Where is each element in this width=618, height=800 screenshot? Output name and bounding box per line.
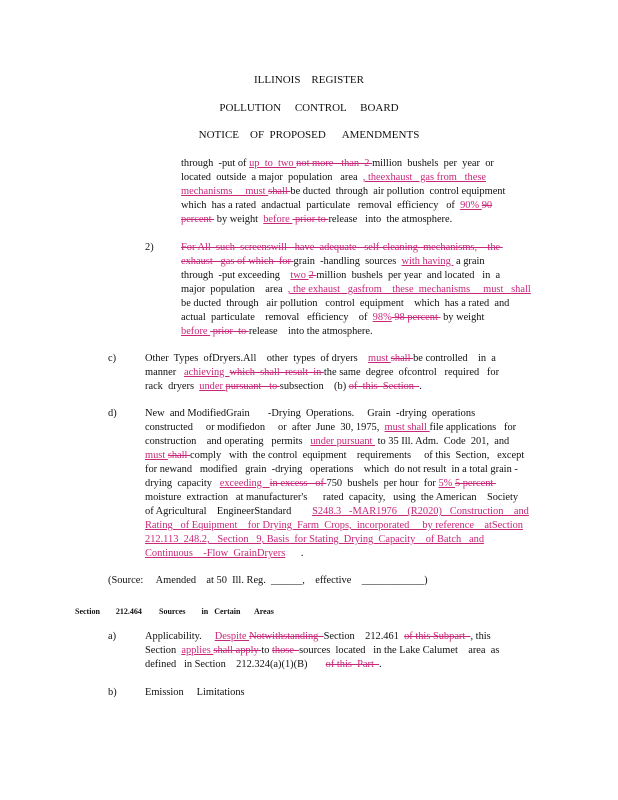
text-run: construction and operating permits xyxy=(145,436,311,447)
text-line xyxy=(145,547,541,561)
text-line xyxy=(181,213,541,227)
text-run: through -put of xyxy=(181,158,250,169)
deleted-text: in excess of xyxy=(269,478,327,489)
inserted-text: 90% xyxy=(460,200,482,211)
inserted-text: achieving xyxy=(183,367,230,378)
inserted-text: up to two xyxy=(249,158,297,169)
section-title: Sources in Certain Areas xyxy=(159,607,274,616)
item-label-c: c) xyxy=(108,353,117,364)
deleted-text: percent xyxy=(181,214,215,225)
text-run: grain -handling sources xyxy=(293,256,402,267)
deleted-text: exhaust gas of which for xyxy=(181,256,294,267)
deleted-text: 98 percent xyxy=(391,312,441,323)
paragraph-item-a xyxy=(145,630,541,672)
text-line xyxy=(145,366,541,380)
inserted-text: exceeding xyxy=(219,478,270,489)
header-register: ILLINOIS REGISTER xyxy=(254,74,364,86)
inserted-text: two xyxy=(290,270,309,281)
text-line xyxy=(145,477,541,491)
text-run: be ducted through air pollution control equipment which has a rated and xyxy=(181,298,510,309)
text-line xyxy=(145,407,541,421)
text-run: . xyxy=(379,659,382,670)
inserted-text: S248.3 -MAR1976 (R2020) Construction and xyxy=(312,506,529,517)
item-label-2: 2) xyxy=(145,242,154,253)
text-run: . xyxy=(419,381,422,392)
text-run: defined in Section 212.324(a)(1)(B) xyxy=(145,659,326,670)
inserted-text: Rating of Equipment for Drying Farm Crops, incorporated by reference atSection xyxy=(145,520,524,531)
text-line xyxy=(145,658,541,672)
deleted-text: of this Part xyxy=(325,659,380,670)
inserted-text: under pursuant xyxy=(310,436,375,447)
text-run: subsection (b) xyxy=(279,381,349,392)
text-run: to 35 Ill. Adm. Code 201, and xyxy=(375,436,510,447)
header-board: POLLUTION CONTROL BOARD xyxy=(219,102,399,114)
text-line xyxy=(145,435,541,449)
deleted-text: of this Section xyxy=(348,381,420,392)
text-line xyxy=(181,199,541,213)
text-run: manner xyxy=(145,367,184,378)
deleted-text: For All such screenswill have adequate self-cleaning mechanisms, the xyxy=(181,242,503,253)
inserted-text: 5% xyxy=(438,478,455,489)
text-run: for newand modified grain -drying operations which do not result in a total grain - xyxy=(145,464,518,475)
text-run: New and ModifiedGrain -Drying Operations. Grain -drying operations xyxy=(145,408,476,419)
deleted-text: of this Subpart xyxy=(404,631,471,642)
deleted-text: shall xyxy=(167,450,191,461)
text-line xyxy=(181,255,541,269)
deleted-text: 5 percent xyxy=(454,478,496,489)
paragraph-item-c xyxy=(145,352,541,394)
text-run: actual particulate removal efficiency of xyxy=(181,312,373,323)
text-run: file applications for xyxy=(429,422,517,433)
text-run: , this xyxy=(470,631,491,642)
inserted-text: mechanisms must xyxy=(181,186,269,197)
text-line xyxy=(181,241,541,255)
text-run: Other Types ofDryers.All other types of dryers xyxy=(145,353,369,364)
inserted-text: , theexhaust gas from these xyxy=(362,172,486,183)
inserted-text: before xyxy=(263,214,293,225)
deleted-text: pursuant to xyxy=(225,381,280,392)
inserted-text: Continuous -Flow GrainDryers xyxy=(145,548,286,559)
deleted-text: 2 xyxy=(308,270,317,281)
text-line xyxy=(181,325,541,339)
inserted-text: must xyxy=(145,450,168,461)
text-run: million bushels per year or xyxy=(372,158,494,169)
text-line xyxy=(145,421,541,435)
text-run: by weight xyxy=(440,312,485,323)
text-run: to xyxy=(261,645,272,656)
inserted-text: must shall xyxy=(384,422,430,433)
inserted-text: with having xyxy=(401,256,454,267)
text-line xyxy=(145,630,541,644)
text-run: through -put exceeding xyxy=(181,270,291,281)
text-run: of Agricultural EngineerStandard xyxy=(145,506,313,517)
text-line xyxy=(145,519,541,533)
inserted-text: 98% xyxy=(372,312,392,323)
text-run: the same degree ofcontrol required for xyxy=(323,367,500,378)
item-label-d: d) xyxy=(108,408,117,419)
emission-limitations-heading: Emission Limitations xyxy=(145,687,245,698)
deleted-text: shall xyxy=(390,353,414,364)
deleted-text: which shall result in xyxy=(229,367,324,378)
text-run: be controlled in a xyxy=(413,353,496,364)
deleted-text: 90 xyxy=(481,200,493,211)
text-run: Section 212.461 xyxy=(323,631,405,642)
paragraph-item-d xyxy=(145,407,541,561)
inserted-text: Despite xyxy=(214,631,250,642)
text-run: release into the atmosphere. xyxy=(248,326,373,337)
deleted-text: those xyxy=(272,645,300,656)
inserted-text: before xyxy=(181,326,211,337)
text-line xyxy=(145,644,541,658)
text-line xyxy=(145,380,541,394)
deleted-text: prior to xyxy=(210,326,249,337)
text-line xyxy=(181,283,541,297)
text-run: . xyxy=(285,548,304,559)
text-run: moisture extraction at manufacturer's rated capacity, using the American Society xyxy=(145,492,519,503)
text-run: major population area xyxy=(181,284,288,295)
text-line xyxy=(181,311,541,325)
item-label-b: b) xyxy=(108,687,117,698)
text-line xyxy=(181,157,541,171)
text-line xyxy=(145,491,541,505)
paragraph-continuation xyxy=(181,157,541,227)
text-line xyxy=(145,352,541,366)
deleted-text: prior to xyxy=(292,214,329,225)
text-run: Section xyxy=(145,645,182,656)
text-run: by weight xyxy=(214,214,264,225)
text-run: drying capacity xyxy=(145,478,220,489)
text-run: which has a rated andactual particulate removal efficiency of xyxy=(181,200,461,211)
text-line xyxy=(181,171,541,185)
deleted-text: shall xyxy=(268,186,291,197)
text-line xyxy=(181,269,541,283)
deleted-text: not more than 2 xyxy=(296,158,373,169)
paragraph-item-2 xyxy=(181,241,541,339)
inserted-text: must xyxy=(368,353,391,364)
text-line xyxy=(181,185,541,199)
deleted-text: Notwithstanding xyxy=(249,631,324,642)
text-run: be ducted through air pollution control equipment xyxy=(290,186,506,197)
text-run: release into the atmosphere. xyxy=(328,214,453,225)
text-run: constructed or modifiedon or after June 30, 1975, xyxy=(145,422,385,433)
text-run: million bushels per year and located in a xyxy=(316,270,501,281)
text-run: Applicability. xyxy=(145,631,215,642)
text-line xyxy=(145,449,541,463)
inserted-text: , the exhaust gasfrom these mechanisms must shall xyxy=(287,284,531,295)
source-note: (Source: Amended at 50 Ill. Reg. ______, effective ____________) xyxy=(108,575,428,586)
text-line xyxy=(145,533,541,547)
text-line xyxy=(145,505,541,519)
deleted-text: shall apply xyxy=(213,645,262,656)
item-label-a: a) xyxy=(108,631,117,642)
inserted-text: applies xyxy=(181,645,214,656)
text-run: sources located in the Lake Calumet area as xyxy=(299,645,500,656)
text-run: a grain xyxy=(453,256,485,267)
section-number: Section 212.464 xyxy=(75,607,142,616)
text-line xyxy=(145,463,541,477)
text-run: 750 bushels per hour for xyxy=(326,478,439,489)
header-notice: NOTICE OF PROPOSED AMENDMENTS xyxy=(198,129,420,141)
text-run: comply with the control equipment requirements of this Section, except xyxy=(190,450,525,461)
inserted-text: under xyxy=(199,381,226,392)
inserted-text: 248.2, Section 9, Basis for Stating Drying Capacity of Batch and xyxy=(183,534,485,545)
inserted-text: 212.113 xyxy=(145,534,184,545)
text-run: located outside a major population area xyxy=(181,172,363,183)
text-run: rack dryers xyxy=(145,381,200,392)
text-line xyxy=(181,297,541,311)
